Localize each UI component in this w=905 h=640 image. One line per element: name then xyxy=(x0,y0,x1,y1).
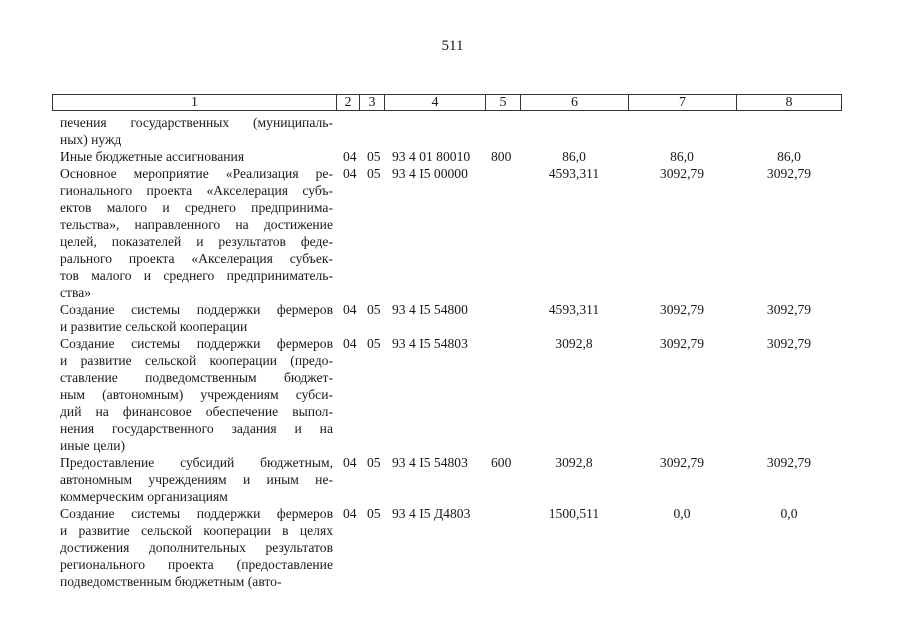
description-line: Создание системы поддержки фермеров xyxy=(60,506,333,521)
header-col-7: 7 xyxy=(629,95,737,110)
row-description xyxy=(60,335,333,454)
description-line: и развитие сельской кооперации в целях xyxy=(60,523,333,538)
row-cell-c6: 3092,8 xyxy=(555,336,593,351)
table-row xyxy=(0,505,905,590)
row-cell-c7: 3092,79 xyxy=(659,336,705,351)
row-cell-c8: 86,0 xyxy=(777,149,801,164)
row-description xyxy=(60,165,333,301)
description-line: и развитие сельской кооперации (предо- xyxy=(60,353,333,368)
description-line: подведомственным бюджетным (авто- xyxy=(60,574,282,589)
description-line: ставление подведомственным бюджет- xyxy=(60,370,333,385)
row-cell-c3: 05 xyxy=(367,149,381,164)
header-col-3: 3 xyxy=(360,95,385,110)
header-col-2: 2 xyxy=(337,95,360,110)
row-cell-c6: 1500,511 xyxy=(548,506,600,521)
row-cell-c4: 93 4 I5 00000 xyxy=(392,166,468,181)
row-cell-c8: 3092,79 xyxy=(766,302,812,317)
row-cell-c8: 3092,79 xyxy=(766,166,812,181)
table-row xyxy=(0,301,905,335)
row-description xyxy=(60,114,333,148)
row-cell-c8: 0,0 xyxy=(780,506,798,521)
row-cell-c7: 86,0 xyxy=(670,149,694,164)
description-line: ным (автономным) учреждениям субси- xyxy=(60,387,333,402)
description-line: иные цели) xyxy=(60,438,126,453)
table-header xyxy=(52,94,842,111)
description-line: Создание системы поддержки фермеров xyxy=(60,336,333,351)
header-col-1: 1 xyxy=(53,95,337,110)
description-line: Предоставление субсидий бюджетным, xyxy=(60,455,333,470)
row-description xyxy=(60,148,333,165)
description-line: тельства», направленного на достижение xyxy=(60,217,333,232)
row-cell-c7: 3092,79 xyxy=(659,166,705,181)
row-cell-c2: 04 xyxy=(343,149,357,164)
row-cell-c3: 05 xyxy=(367,455,381,470)
row-cell-c7: 3092,79 xyxy=(659,455,705,470)
table-row xyxy=(0,454,905,505)
description-line: и развитие сельской кооперации xyxy=(60,319,248,334)
header-col-8: 8 xyxy=(785,95,793,110)
row-description xyxy=(60,505,333,590)
description-line: коммерческим организациям xyxy=(60,489,228,504)
row-cell-c4: 93 4 I5 54803 xyxy=(392,336,468,351)
row-cell-c2: 04 xyxy=(343,506,357,521)
row-cell-c2: 04 xyxy=(343,336,357,351)
description-line: Создание системы поддержки фермеров xyxy=(60,302,333,317)
header-col-5: 5 xyxy=(486,95,521,110)
row-cell-c4: 93 4 01 80010 xyxy=(392,149,471,164)
row-cell-c7: 0,0 xyxy=(673,506,691,521)
header-col-4: 4 xyxy=(385,95,486,110)
table-row xyxy=(0,165,905,301)
description-line: гионального проекта «Акселерация субъ- xyxy=(60,183,333,198)
row-description xyxy=(60,454,333,505)
description-line: ства» xyxy=(60,285,92,300)
row-cell-c3: 05 xyxy=(367,506,381,521)
table-body xyxy=(0,114,905,590)
description-line: целей, показателей и результатов феде- xyxy=(60,234,333,249)
row-cell-c6: 86,0 xyxy=(562,149,586,164)
row-cell-c7: 3092,79 xyxy=(659,302,705,317)
description-line: ектов малого и среднего предпринима- xyxy=(60,200,333,215)
description-line: автономным учреждениям и иным не- xyxy=(60,472,333,487)
header-col-6: 6 xyxy=(521,95,629,110)
row-cell-c6: 4593,311 xyxy=(548,302,600,317)
table-row xyxy=(0,148,905,165)
row-cell-c4: 93 4 I5 Д4803 xyxy=(392,506,471,521)
description-line: печения государственных (муниципаль- xyxy=(60,115,333,130)
description-line: достижения дополнительных результатов xyxy=(60,540,333,555)
description-line: Основное мероприятие «Реализация ре- xyxy=(60,166,333,181)
row-cell-c2: 04 xyxy=(343,302,357,317)
row-cell-c4: 93 4 I5 54800 xyxy=(392,302,468,317)
row-cell-c3: 05 xyxy=(367,302,381,317)
description-line: ных) нужд xyxy=(60,132,122,147)
description-line: тов малого и среднего предприниматель- xyxy=(60,268,333,283)
row-cell-c6: 3092,8 xyxy=(555,455,593,470)
row-cell-c4: 93 4 I5 54803 xyxy=(392,455,468,470)
row-cell-c2: 04 xyxy=(343,455,357,470)
description-line: дий на финансовое обеспечение выпол- xyxy=(60,404,333,419)
table-row xyxy=(0,114,905,148)
row-cell-c6: 4593,311 xyxy=(548,166,600,181)
table-row xyxy=(0,335,905,454)
row-cell-c8: 3092,79 xyxy=(766,455,812,470)
row-cell-c3: 05 xyxy=(367,336,381,351)
row-description xyxy=(60,301,333,335)
description-line: нения государственного задания и на xyxy=(60,421,333,436)
description-line: регионального проекта (предоставление xyxy=(60,557,333,572)
row-cell-c3: 05 xyxy=(367,166,381,181)
description-line: Иные бюджетные ассигнования xyxy=(60,149,245,164)
row-cell-c5: 600 xyxy=(491,455,512,470)
description-line: рального проекта «Акселерация субъек- xyxy=(60,251,333,266)
row-cell-c2: 04 xyxy=(343,166,357,181)
row-cell-c8: 3092,79 xyxy=(766,336,812,351)
page-number: 511 xyxy=(441,38,464,54)
row-cell-c5: 800 xyxy=(491,149,512,164)
